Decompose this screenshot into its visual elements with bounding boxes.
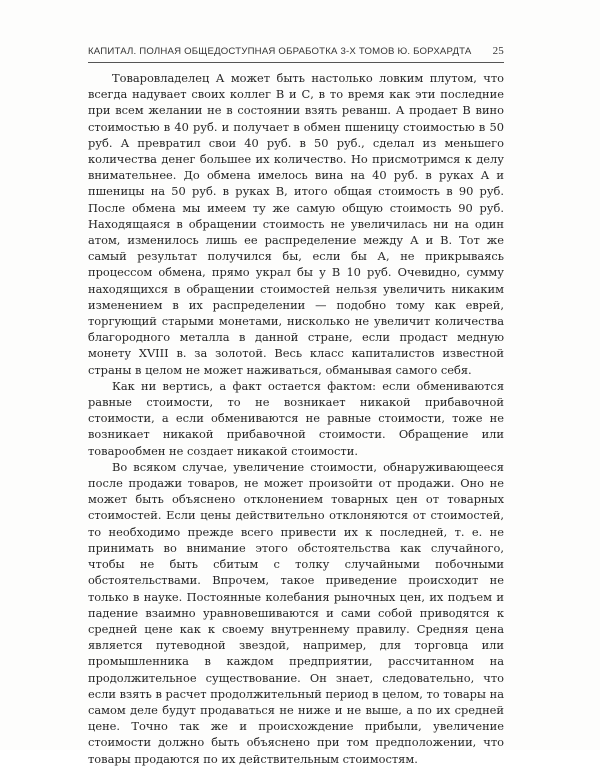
running-header <box>88 44 504 63</box>
page-number: 25 <box>492 45 504 57</box>
paragraph: Товаровладелец А может быть настолько ловким плутом, что всегда надувает своих коллег В и С, в то время как эти последние при всем желании не в состоянии взять реванш. А продает В вино стоимостью в 40 руб. и получает в обмен пшеницу стоимостью в 50 руб. А превратил свои 40 руб. в 50 руб., сделал из меньшего количества денег большее их количество. Но присмотримся к делу внимательнее. До обмена имелось вина на 40 руб. в руках А и пшеницы на 50 руб. в руках В, итого общая стоимость в 90 руб. После обмена мы имеем ту же самую общую стоимость 90 руб. Находящаяся в обращении стоимость не увеличилась ни на один атом, изменилось лишь ее распределение между А и В. Тот же самый результат получился бы, если бы А, не прикрываясь процессом обмена, прямо украл бы у В 10 руб. Очевидно, сумму находящихся в обращении стоимостей нельзя увеличить никаким изменением в их распределении — подобно тому как еврей, торгующий старыми монетами, нисколько не увеличит количества благородного металла в данной стране, если продаст медную монету XVIII в. за золотой. Весь класс капиталистов известной страны в целом не может наживаться, обманывая самого себя. <box>88 71 504 377</box>
paragraph: Во всяком случае, увеличение стоимости, обнаруживающееся после продажи товаров, не может произойти от продажи. Оно не может быть объяснено отклонением товарных цен от товарных стоимостей. Если цены действительно отклоняются от стоимостей, то необходимо прежде всего привести их к последней, т. е. не принимать во внимание этого обстоятельства как случайного, чтобы не быть сбитым с толку случайными побочными обстоятельствами. Впрочем, такое приведение происходит не только в науке. Постоянные колебания рыночных цен, их подъем и падение взаимно уравновешиваются и сами собой приводятся к средней цене как к своему внутреннему правилу. Средняя цена является путеводной звездой, например, для торговца или промышленника в каждом предприятии, рассчитанном на продолжительное существование. Он знает, следовательно, что если взять в расчет продолжительный период в целом, то товары на самом деле будут продаваться не ниже и не выше, а по их средней цене. Точно так же и происхождение прибыли, увеличение стоимости должно быть объяснено при том предположении, что товары продаются по их действительным стоимостям. <box>88 459 504 766</box>
body-text <box>88 70 504 767</box>
paragraph: Как ни вертись, а факт остается фактом: если обмениваются равные стоимости, то не возникает никакой прибавочной стоимости, а если обмениваются не равные стоимости, тоже не возникает никакой прибавочной стоимости. Обращение или товарообмен не создает никакой стоимости. <box>88 378 504 458</box>
running-header-title: КАПИТАЛ. ПОЛНАЯ ОБЩЕДОСТУПНАЯ ОБРАБОТКА 3-Х ТОМОВ Ю. БОРХАРДТА <box>88 46 472 57</box>
